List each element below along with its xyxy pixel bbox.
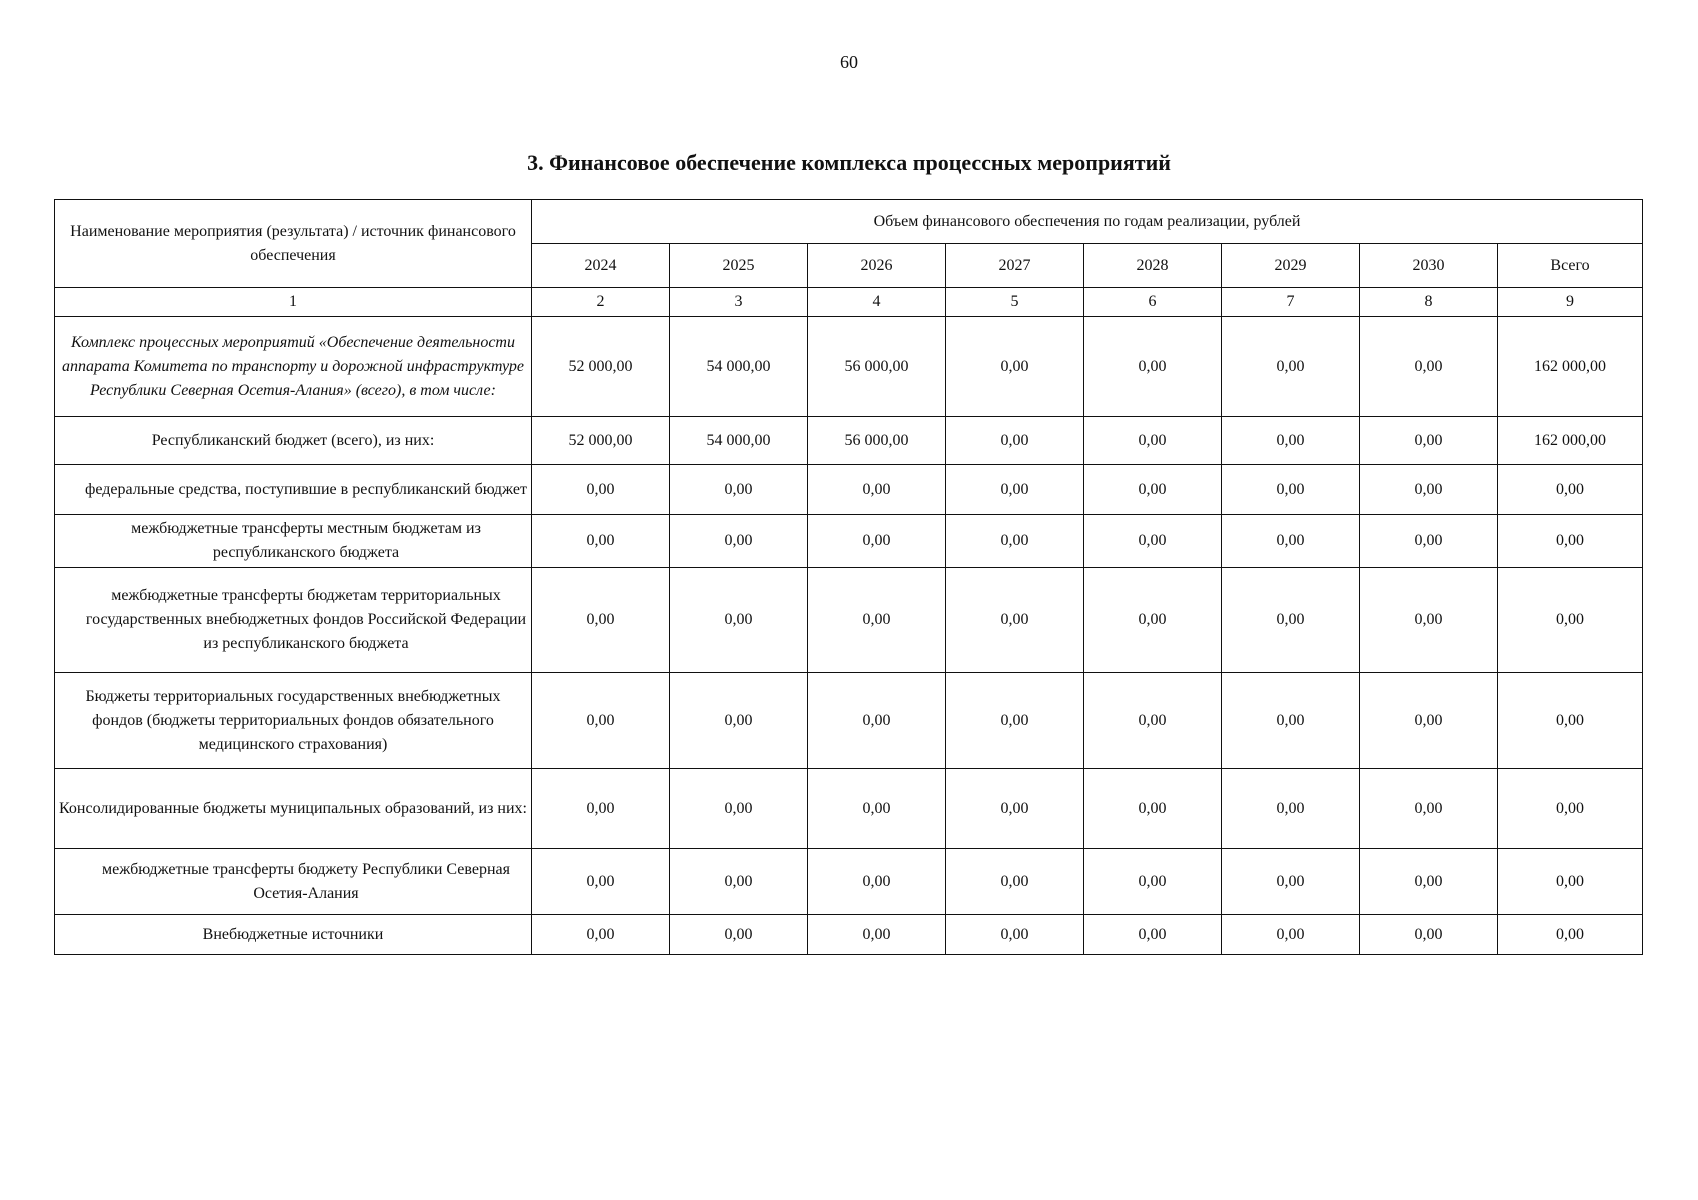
value-cell: 0,00: [1498, 673, 1643, 769]
value-cell: 0,00: [1084, 465, 1222, 515]
value-cell: 0,00: [1498, 849, 1643, 915]
value-cell: 0,00: [946, 417, 1084, 465]
value-cell: 0,00: [670, 915, 808, 955]
value-cell: 0,00: [670, 769, 808, 849]
value-cell: 0,00: [1360, 673, 1498, 769]
value-cell: 0,00: [946, 465, 1084, 515]
value-cell: 0,00: [808, 568, 946, 673]
header-volume: Объем финансового обеспечения по годам реализации, рублей: [532, 200, 1643, 244]
value-cell: 0,00: [1084, 417, 1222, 465]
value-cell: 0,00: [808, 849, 946, 915]
row-label: Бюджеты территориальных государственных внебюджетных фондов (бюджеты территориальных фондов обязательного медицинского страхования): [55, 673, 532, 769]
value-cell: 0,00: [1360, 849, 1498, 915]
value-cell: 0,00: [1222, 915, 1360, 955]
value-cell: 0,00: [1498, 915, 1643, 955]
value-cell: 56 000,00: [808, 317, 946, 417]
value-cell: 0,00: [946, 317, 1084, 417]
value-cell: 0,00: [1084, 317, 1222, 417]
table-row: [55, 417, 1643, 465]
value-cell: 0,00: [1222, 849, 1360, 915]
year-header: 2027: [946, 244, 1084, 288]
row-label: межбюджетные трансферты местным бюджетам из республиканского бюджета: [55, 515, 532, 568]
value-cell: 54 000,00: [670, 417, 808, 465]
value-cell: 0,00: [1498, 568, 1643, 673]
value-cell: 0,00: [1222, 317, 1360, 417]
row-label: Республиканский бюджет (всего), из них:: [55, 417, 532, 465]
value-cell: 0,00: [1498, 465, 1643, 515]
column-number-row: [55, 288, 1643, 317]
value-cell: 52 000,00: [532, 417, 670, 465]
value-cell: 0,00: [1360, 769, 1498, 849]
value-cell: 0,00: [670, 465, 808, 515]
value-cell: 0,00: [946, 673, 1084, 769]
value-cell: 0,00: [808, 769, 946, 849]
value-cell: 0,00: [532, 465, 670, 515]
column-number: 7: [1222, 288, 1360, 317]
value-cell: 0,00: [946, 568, 1084, 673]
value-cell: 0,00: [670, 515, 808, 568]
table-row: [55, 465, 1643, 515]
value-cell: 0,00: [1222, 515, 1360, 568]
value-cell: 0,00: [1360, 915, 1498, 955]
row-label: Комплекс процессных мероприятий «Обеспечение деятельности аппарата Комитета по транспорту и дорожной инфраструктуре Республики Северная Осетия-Алания» (всего), в том числе:: [55, 317, 532, 417]
value-cell: 0,00: [1498, 515, 1643, 568]
value-cell: 0,00: [1084, 769, 1222, 849]
value-cell: 0,00: [532, 515, 670, 568]
value-cell: 0,00: [532, 769, 670, 849]
value-cell: 0,00: [1222, 769, 1360, 849]
header-name: Наименование мероприятия (результата) / источник финансового обеспечения: [55, 200, 532, 288]
column-number: 4: [808, 288, 946, 317]
value-cell: 0,00: [1222, 673, 1360, 769]
year-header: 2029: [1222, 244, 1360, 288]
value-cell: 0,00: [1084, 915, 1222, 955]
table-row: [55, 317, 1643, 417]
value-cell: 0,00: [1498, 769, 1643, 849]
value-cell: 0,00: [532, 673, 670, 769]
year-header: 2026: [808, 244, 946, 288]
value-cell: 162 000,00: [1498, 317, 1643, 417]
year-header: 2025: [670, 244, 808, 288]
value-cell: 0,00: [808, 465, 946, 515]
year-header: 2030: [1360, 244, 1498, 288]
value-cell: 54 000,00: [670, 317, 808, 417]
value-cell: 0,00: [808, 915, 946, 955]
value-cell: 0,00: [1360, 417, 1498, 465]
page-number: 60: [840, 52, 858, 72]
year-header: 2024: [532, 244, 670, 288]
column-number: 2: [532, 288, 670, 317]
row-label: межбюджетные трансферты бюджетам территориальных государственных внебюджетных фондов Российской Федерации из республиканского бюджета: [55, 568, 532, 673]
value-cell: 0,00: [1084, 515, 1222, 568]
table-row: [55, 769, 1643, 849]
value-cell: 162 000,00: [1498, 417, 1643, 465]
column-number: 3: [670, 288, 808, 317]
value-cell: 0,00: [808, 673, 946, 769]
total-header: Всего: [1498, 244, 1643, 288]
column-number: 8: [1360, 288, 1498, 317]
header-row: [55, 200, 1643, 244]
value-cell: 0,00: [1222, 568, 1360, 673]
column-number: 1: [55, 288, 532, 317]
value-cell: 0,00: [670, 849, 808, 915]
value-cell: 0,00: [946, 515, 1084, 568]
value-cell: 0,00: [1360, 465, 1498, 515]
value-cell: 0,00: [946, 769, 1084, 849]
row-label: межбюджетные трансферты бюджету Республики Северная Осетия-Алания: [55, 849, 532, 915]
row-label: Консолидированные бюджеты муниципальных образований, из них:: [55, 769, 532, 849]
value-cell: 0,00: [946, 915, 1084, 955]
column-number: 6: [1084, 288, 1222, 317]
column-number: 5: [946, 288, 1084, 317]
table-row: [55, 915, 1643, 955]
table-row: [55, 673, 1643, 769]
page-title: 3. Финансовое обеспечение комплекса процессных мероприятий: [527, 150, 1171, 175]
value-cell: 0,00: [532, 915, 670, 955]
value-cell: 0,00: [1360, 317, 1498, 417]
value-cell: 0,00: [532, 849, 670, 915]
row-label: Внебюджетные источники: [55, 915, 532, 955]
column-number: 9: [1498, 288, 1643, 317]
value-cell: 0,00: [670, 568, 808, 673]
value-cell: 0,00: [1084, 849, 1222, 915]
value-cell: 0,00: [1222, 417, 1360, 465]
value-cell: 0,00: [1222, 465, 1360, 515]
year-header: 2028: [1084, 244, 1222, 288]
table-row: [55, 568, 1643, 673]
value-cell: 0,00: [1360, 515, 1498, 568]
row-label: федеральные средства, поступившие в республиканский бюджет: [55, 465, 532, 515]
value-cell: 0,00: [1084, 568, 1222, 673]
table-row: [55, 849, 1643, 915]
value-cell: 0,00: [808, 515, 946, 568]
value-cell: 56 000,00: [808, 417, 946, 465]
value-cell: 0,00: [1360, 568, 1498, 673]
value-cell: 52 000,00: [532, 317, 670, 417]
financing-table: [54, 199, 1643, 955]
value-cell: 0,00: [670, 673, 808, 769]
value-cell: 0,00: [532, 568, 670, 673]
table-row: [55, 515, 1643, 568]
value-cell: 0,00: [1084, 673, 1222, 769]
value-cell: 0,00: [946, 849, 1084, 915]
